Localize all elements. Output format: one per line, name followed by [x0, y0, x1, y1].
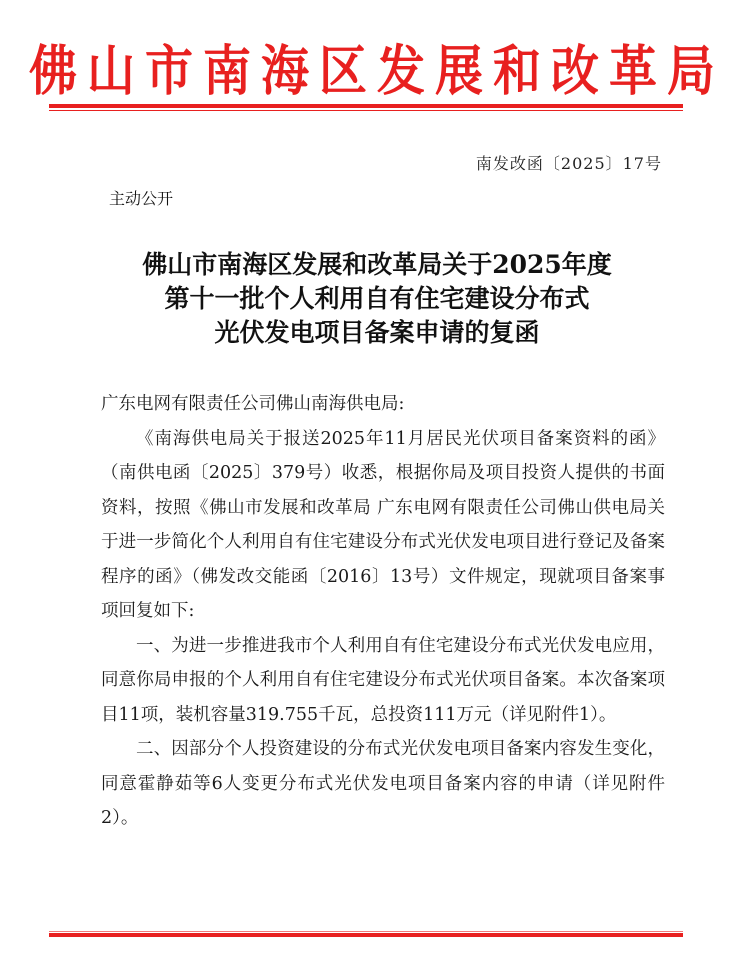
paragraph-item-2: 二、因部分个人投资建设的分布式光伏发电项目备案内容发生变化，同意霍静茹等6人变更分布式光伏发电项目备案内容的申请（详见附件2）。 [101, 739, 665, 828]
paragraph-reference: 《南海供电局关于报送2025年11月居民光伏项目备案资料的函》（南供电函〔2025〕379号）收悉，根据你局及项目投资人提供的书面资料，按照《佛山市发展和改革局 广东电网有限责任公司佛山供电局关于进一步简化个人利用自有住宅建设分布式光伏发电项目进行登记及备案程序的函》（佛发改交能函〔2016〕13号）文件规定，现就项目备案事项回复如下: [101, 428, 665, 621]
document-number: 南发改函〔2025〕17号 [475, 154, 662, 173]
addressee: 广东电网有限责任公司佛山南海供电局: [101, 394, 405, 414]
document-body [101, 387, 665, 836]
title-line-3: 光伏发电项目备案申请的复函 [214, 318, 540, 347]
footer-rule-thick [49, 933, 683, 937]
letterhead-title: 佛山市南海区发展和改革局 [28, 40, 725, 103]
document-title [0, 248, 754, 350]
letterhead-rule-thin [49, 110, 683, 111]
footer-rule-thin [49, 931, 683, 932]
paragraph-item-1: 一、为进一步推进我市个人利用自有住宅建设分布式光伏发电应用，同意你局申报的个人利用自有住宅建设分布式光伏项目备案。本次备案项目11项，装机容量319.755千瓦，总投资111万元（详见附件1）。 [101, 635, 665, 725]
disclosure-label: 主动公开 [109, 189, 174, 208]
letterhead-rule-thick [49, 104, 683, 108]
title-line-2: 第十一批个人利用自有住宅建设分布式 [164, 284, 590, 313]
title-line-1: 佛山市南海区发展和改革局关于2025年度 [142, 250, 612, 279]
